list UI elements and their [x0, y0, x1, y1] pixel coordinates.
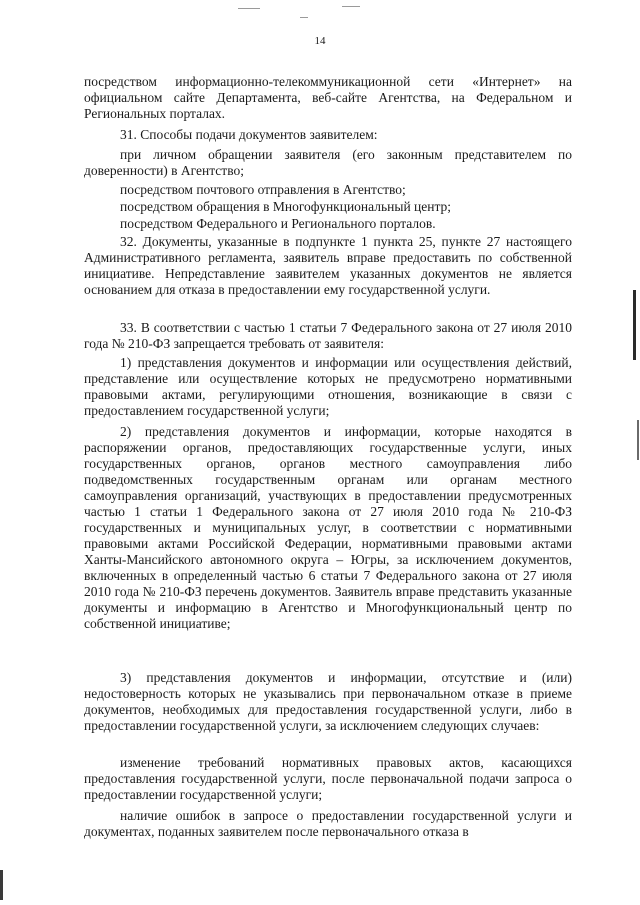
- paragraph-internet-channels: посредством информационно-телекоммуникационной сети «Интернет» на официальном сайте Департамента, веб-сайте Агентства, на Федеральном и Региональных порталах.: [84, 74, 572, 121]
- scan-noise-mark: [342, 6, 360, 7]
- paragraph-clause-31: 31. Способы подачи документов заявителем:: [120, 127, 378, 142]
- paragraph-errors-in-request: наличие ошибок в запросе о предоставлении государственной услуги и документах, поданных заявителем после первоначального отказа в: [84, 808, 572, 839]
- paragraph-clause-32: 32. Документы, указанные в подпункте 1 пункта 25, пункте 27 настоящего Административного регламента, заявитель вправе предоставить по собственной инициативе. Непредставление заявителем указанных документов не является основанием для отказа в предоставлении ему государственной услуги.: [84, 234, 572, 297]
- scan-noise-mark: [300, 17, 308, 18]
- paragraph-mfc: посредством обращения в Многофункциональный центр;: [120, 199, 452, 214]
- paragraph-requirements-change: изменение требований нормативных правовых актов, касающихся предоставления государственной услуги, после первоначальной подачи запроса о предоставлении государственной услуги;: [84, 755, 572, 802]
- paragraph-item-1: 1) представления документов и информации или осуществления действий, представление или осуществление которых не предусмотрено нормативными правовыми актами, регулирующими отношения, возникающие в связи с предоставлением государственной услуги;: [84, 355, 572, 418]
- paragraph-postal: посредством почтового отправления в Агентство;: [120, 182, 406, 197]
- scan-edge-mark: [0, 870, 3, 900]
- scan-edge-mark: [633, 290, 636, 360]
- paragraph-item-3: 3) представления документов и информации, отсутствие и (или) недостоверность которых не указывались при первоначальном отказе в приеме документов, необходимых для предоставления государственной услуги, либо в предоставлении государственной услуги, за исключением следующих случаев:: [84, 670, 572, 733]
- page-number: 14: [314, 35, 326, 47]
- paragraph-portals: посредством Федерального и Регионального порталов.: [120, 216, 436, 231]
- paragraph-clause-33: 33. В соответствии с частью 1 статьи 7 Федерального закона от 27 июля 2010 года № 210-ФЗ запрещается требовать от заявителя:: [84, 320, 572, 351]
- paragraph-item-2: 2) представления документов и информации, которые находятся в распоряжении органов, предоставляющих государственные услуги, иных государственных органов, органов местного самоуправления либо подведомственных государственным органам или органам местного самоуправления организаций, участвующих в предоставлении предусмотренных частью 1 статьи 1 Федерального закона от 27 июля 2010 года № 210-ФЗ государственных и муниципальных услуг, в соответствии с нормативными правовыми актами Российской Федерации, нормативными правовыми актами Ханты-Мансийского автономного округа – Югры, за исключением документов, включенных в определенный частью 6 статьи 7 Федерального закона от 27 июля 2010 года № 210-ФЗ перечень документов. Заявитель вправе представить указанные документы и информацию в Агентство и Многофункциональный центр по собственной инициативе;: [84, 424, 572, 631]
- scan-noise-mark: [238, 8, 260, 9]
- paragraph-personal-visit: при личном обращении заявителя (его законным представителем по доверенности) в Агентство;: [84, 147, 572, 178]
- scan-edge-mark: [637, 420, 639, 460]
